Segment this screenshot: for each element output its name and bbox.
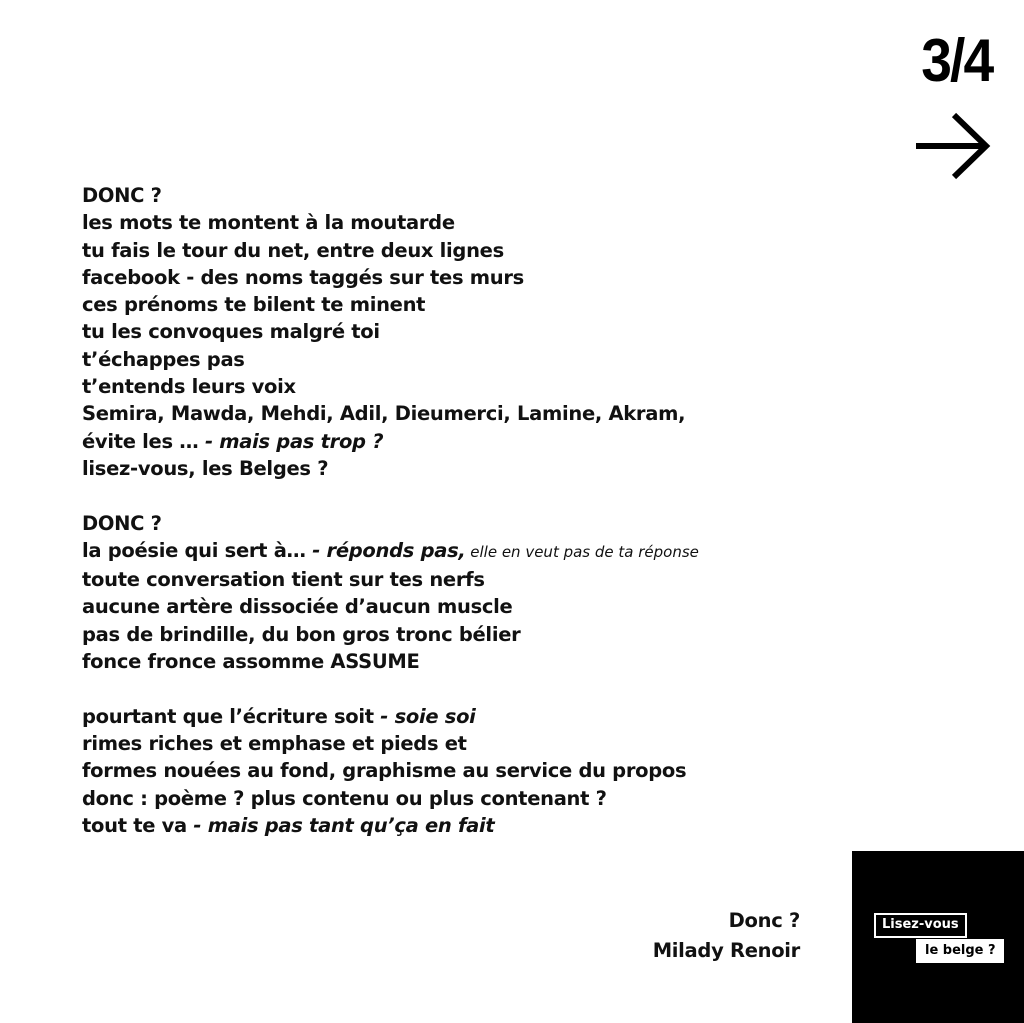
poem-line-italic: - soie soi	[380, 704, 476, 728]
poem-stanza	[82, 182, 842, 482]
poem-stanza	[82, 510, 842, 676]
poem-line-text: Semira, Mawda, Mehdi, Adil, Dieumerci, Lamine, Akram,	[82, 402, 686, 426]
poem-line	[82, 593, 842, 620]
poem-line-text: t’échappes pas	[82, 347, 245, 371]
logo-text-top: Lisez-vous	[874, 913, 967, 938]
poem-line-text: lisez-vous, les Belges ?	[82, 456, 329, 480]
poem-line	[82, 237, 842, 264]
poem-line	[82, 510, 842, 537]
poem-body	[82, 182, 842, 866]
right-arrow-icon[interactable]	[914, 112, 992, 180]
poem-line-text: toute conversation tient sur tes nerfs	[82, 568, 485, 592]
poem-line-text: DONC ?	[82, 511, 162, 535]
poem-line	[82, 757, 842, 784]
poem-line-text: pourtant que l’écriture soit	[82, 704, 381, 728]
poem-line	[82, 209, 842, 236]
poem-line	[82, 621, 842, 648]
author-name: Milady Renoir	[652, 939, 800, 962]
poem-line-text: les mots te montent à la moutarde	[82, 211, 455, 235]
poem-line-text: rimes riches et emphase et pieds et	[82, 731, 467, 755]
poem-line	[82, 455, 842, 482]
poem-line	[82, 730, 842, 757]
brand-logo	[852, 851, 1024, 1023]
poem-line-text: aucune artère dissociée d’aucun muscle	[82, 595, 513, 619]
poem-line	[82, 537, 842, 566]
poem-line	[82, 648, 842, 675]
poem-line-italic: - mais pas trop ?	[204, 429, 384, 453]
poem-line	[82, 428, 842, 455]
poem-line	[82, 264, 842, 291]
page-counter: 3/4	[920, 27, 992, 94]
poem-line-text: formes nouées au fond, graphisme au service du propos	[82, 759, 687, 783]
poem-line	[82, 291, 842, 318]
poem-line-text: évite les …	[82, 429, 205, 453]
poem-line	[82, 346, 842, 373]
poem-stanza	[82, 703, 842, 839]
poem-line	[82, 182, 842, 209]
poem-line-text: facebook - des noms taggés sur tes murs	[82, 265, 524, 289]
poem-line-text: tu fais le tour du net, entre deux lignes	[82, 238, 504, 262]
poem-line-italic: - réponds pas,	[312, 538, 466, 562]
poem-line	[82, 318, 842, 345]
poem-line-text: pas de brindille, du bon gros tronc bélier	[82, 622, 521, 646]
poem-line	[82, 373, 842, 400]
signature	[653, 906, 800, 966]
poem-line-text: ces prénoms te bilent te minent	[82, 293, 426, 317]
poem-line-text: donc : poème ? plus contenu ou plus contenant ?	[82, 786, 607, 810]
logo-text-bottom: le belge ?	[916, 939, 1004, 963]
poem-line-text: la poésie qui sert à…	[82, 538, 313, 562]
poem-line-text: tout te va	[82, 813, 194, 837]
poem-line	[82, 566, 842, 593]
poem-line	[82, 400, 842, 427]
poem-line-text: fonce fronce assomme ASSUME	[82, 650, 420, 674]
poem-line	[82, 785, 842, 812]
poem-line	[82, 703, 842, 730]
poem-line-aside: elle en veut pas de ta réponse	[465, 542, 699, 561]
poem-line-text: tu les convoques malgré toi	[82, 320, 380, 344]
poem-line-italic: - mais pas tant qu’ça en fait	[193, 813, 495, 837]
poem-line-text: t’entends leurs voix	[82, 375, 296, 399]
poem-line-text: DONC ?	[82, 184, 162, 207]
poem-line	[82, 812, 842, 839]
poem-title: Donc ?	[728, 909, 800, 932]
